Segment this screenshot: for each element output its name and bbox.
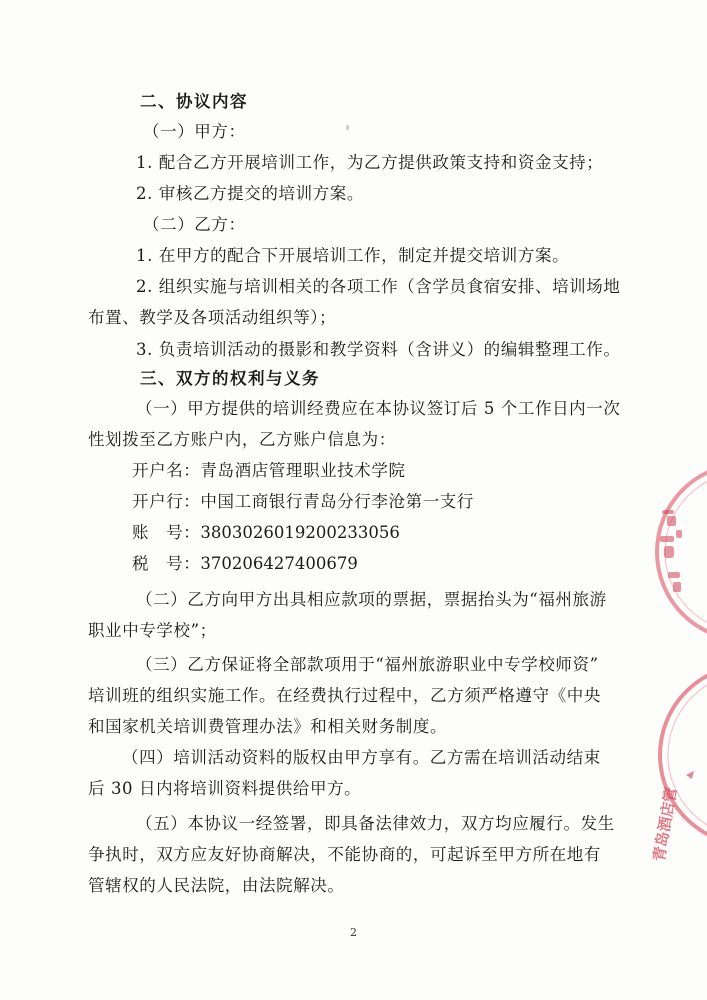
account-bank-row	[132, 491, 474, 513]
clause-four-line-2: 后 30 日内将培训资料提供给甲方。	[88, 779, 362, 798]
tax-number-row	[132, 553, 358, 575]
red-seal-stamp-bottom	[649, 685, 707, 863]
party-b-item-2: 2. 组织实施与培训相关的各项工作（含学员食宿安排、培训场地	[136, 277, 621, 296]
account-name-label: 开户名：	[132, 461, 201, 480]
party-a-item-2: 2. 审核乙方提交的培训方案。	[136, 184, 364, 203]
account-name-row	[132, 460, 406, 482]
party-a-heading: （一）甲方：	[143, 122, 246, 141]
clause-three-line-1: （三）乙方保证将全部款项用于“福州旅游职业中专学校师资”	[136, 655, 599, 674]
page-number: 2	[350, 926, 357, 939]
clause-five-line-1: （五）本协议一经签署，即具备法律效力，双方均应履行。发生	[136, 814, 615, 833]
clause-five-line-3: 管辖权的人民法院，由法院解决。	[88, 876, 345, 895]
party-b-item-1: 1. 在甲方的配合下开展培训工作，制定并提交培训方案。	[136, 246, 570, 265]
account-number-row	[132, 522, 400, 544]
clause-one-line-1: （一）甲方提供的培训经费应在本协议签订后 5 个工作日内一次	[136, 399, 621, 418]
clause-three-line-3: 和国家机关培训费管理办法》和相关财务制度。	[88, 717, 448, 736]
section-three-title: 三、双方的权利与义务	[140, 369, 320, 388]
tax-number-label: 税 号：	[132, 554, 201, 573]
account-number-value: 3803026019200233056	[200, 523, 400, 542]
party-b-heading: （二）乙方：	[143, 215, 246, 234]
party-b-item-3: 3. 负责培训活动的摄影和教学资料（含讲义）的编辑整理工作。	[136, 340, 621, 359]
party-b-item-2-cont: 布置、教学及各项活动组织等）；	[88, 308, 337, 327]
account-bank-label: 开户行：	[132, 492, 201, 511]
account-name-value: 青岛酒店管理职业技术学院	[200, 461, 406, 480]
party-a-item-1: 1. 配合乙方开展培训工作，为乙方提供政策支持和资金支持；	[136, 153, 604, 172]
clause-one-line-2: 性划拨至乙方账户内，乙方账户信息为：	[88, 430, 396, 449]
account-bank-value: 中国工商银行青岛分行李沧第一支行	[200, 492, 475, 511]
clause-three-line-2: 培训班的组织实施工作。在经费执行过程中，乙方须严格遵守《中央	[88, 686, 601, 705]
account-number-label: 账 号：	[132, 523, 201, 542]
tax-number-value: 370206427400679	[200, 554, 358, 573]
clause-four-line-1: （四）培训活动资料的版权由甲方享有。乙方需在培训活动结束	[122, 748, 601, 767]
clause-two-line-2: 职业中专学校”；	[88, 621, 217, 640]
section-two-title: 二、协议内容	[140, 92, 248, 111]
seal-lettering: 青岛酒店管	[649, 785, 681, 863]
scan-speck	[346, 125, 349, 130]
clause-five-line-2: 争执时，双方应友好协商解决，不能协商的，可起诉至甲方所在地有	[88, 845, 601, 864]
clause-two-line-1: （二）乙方向甲方出具相应款项的票据，票据抬头为“福州旅游	[136, 590, 607, 609]
red-seal-stamp-top	[640, 490, 707, 620]
